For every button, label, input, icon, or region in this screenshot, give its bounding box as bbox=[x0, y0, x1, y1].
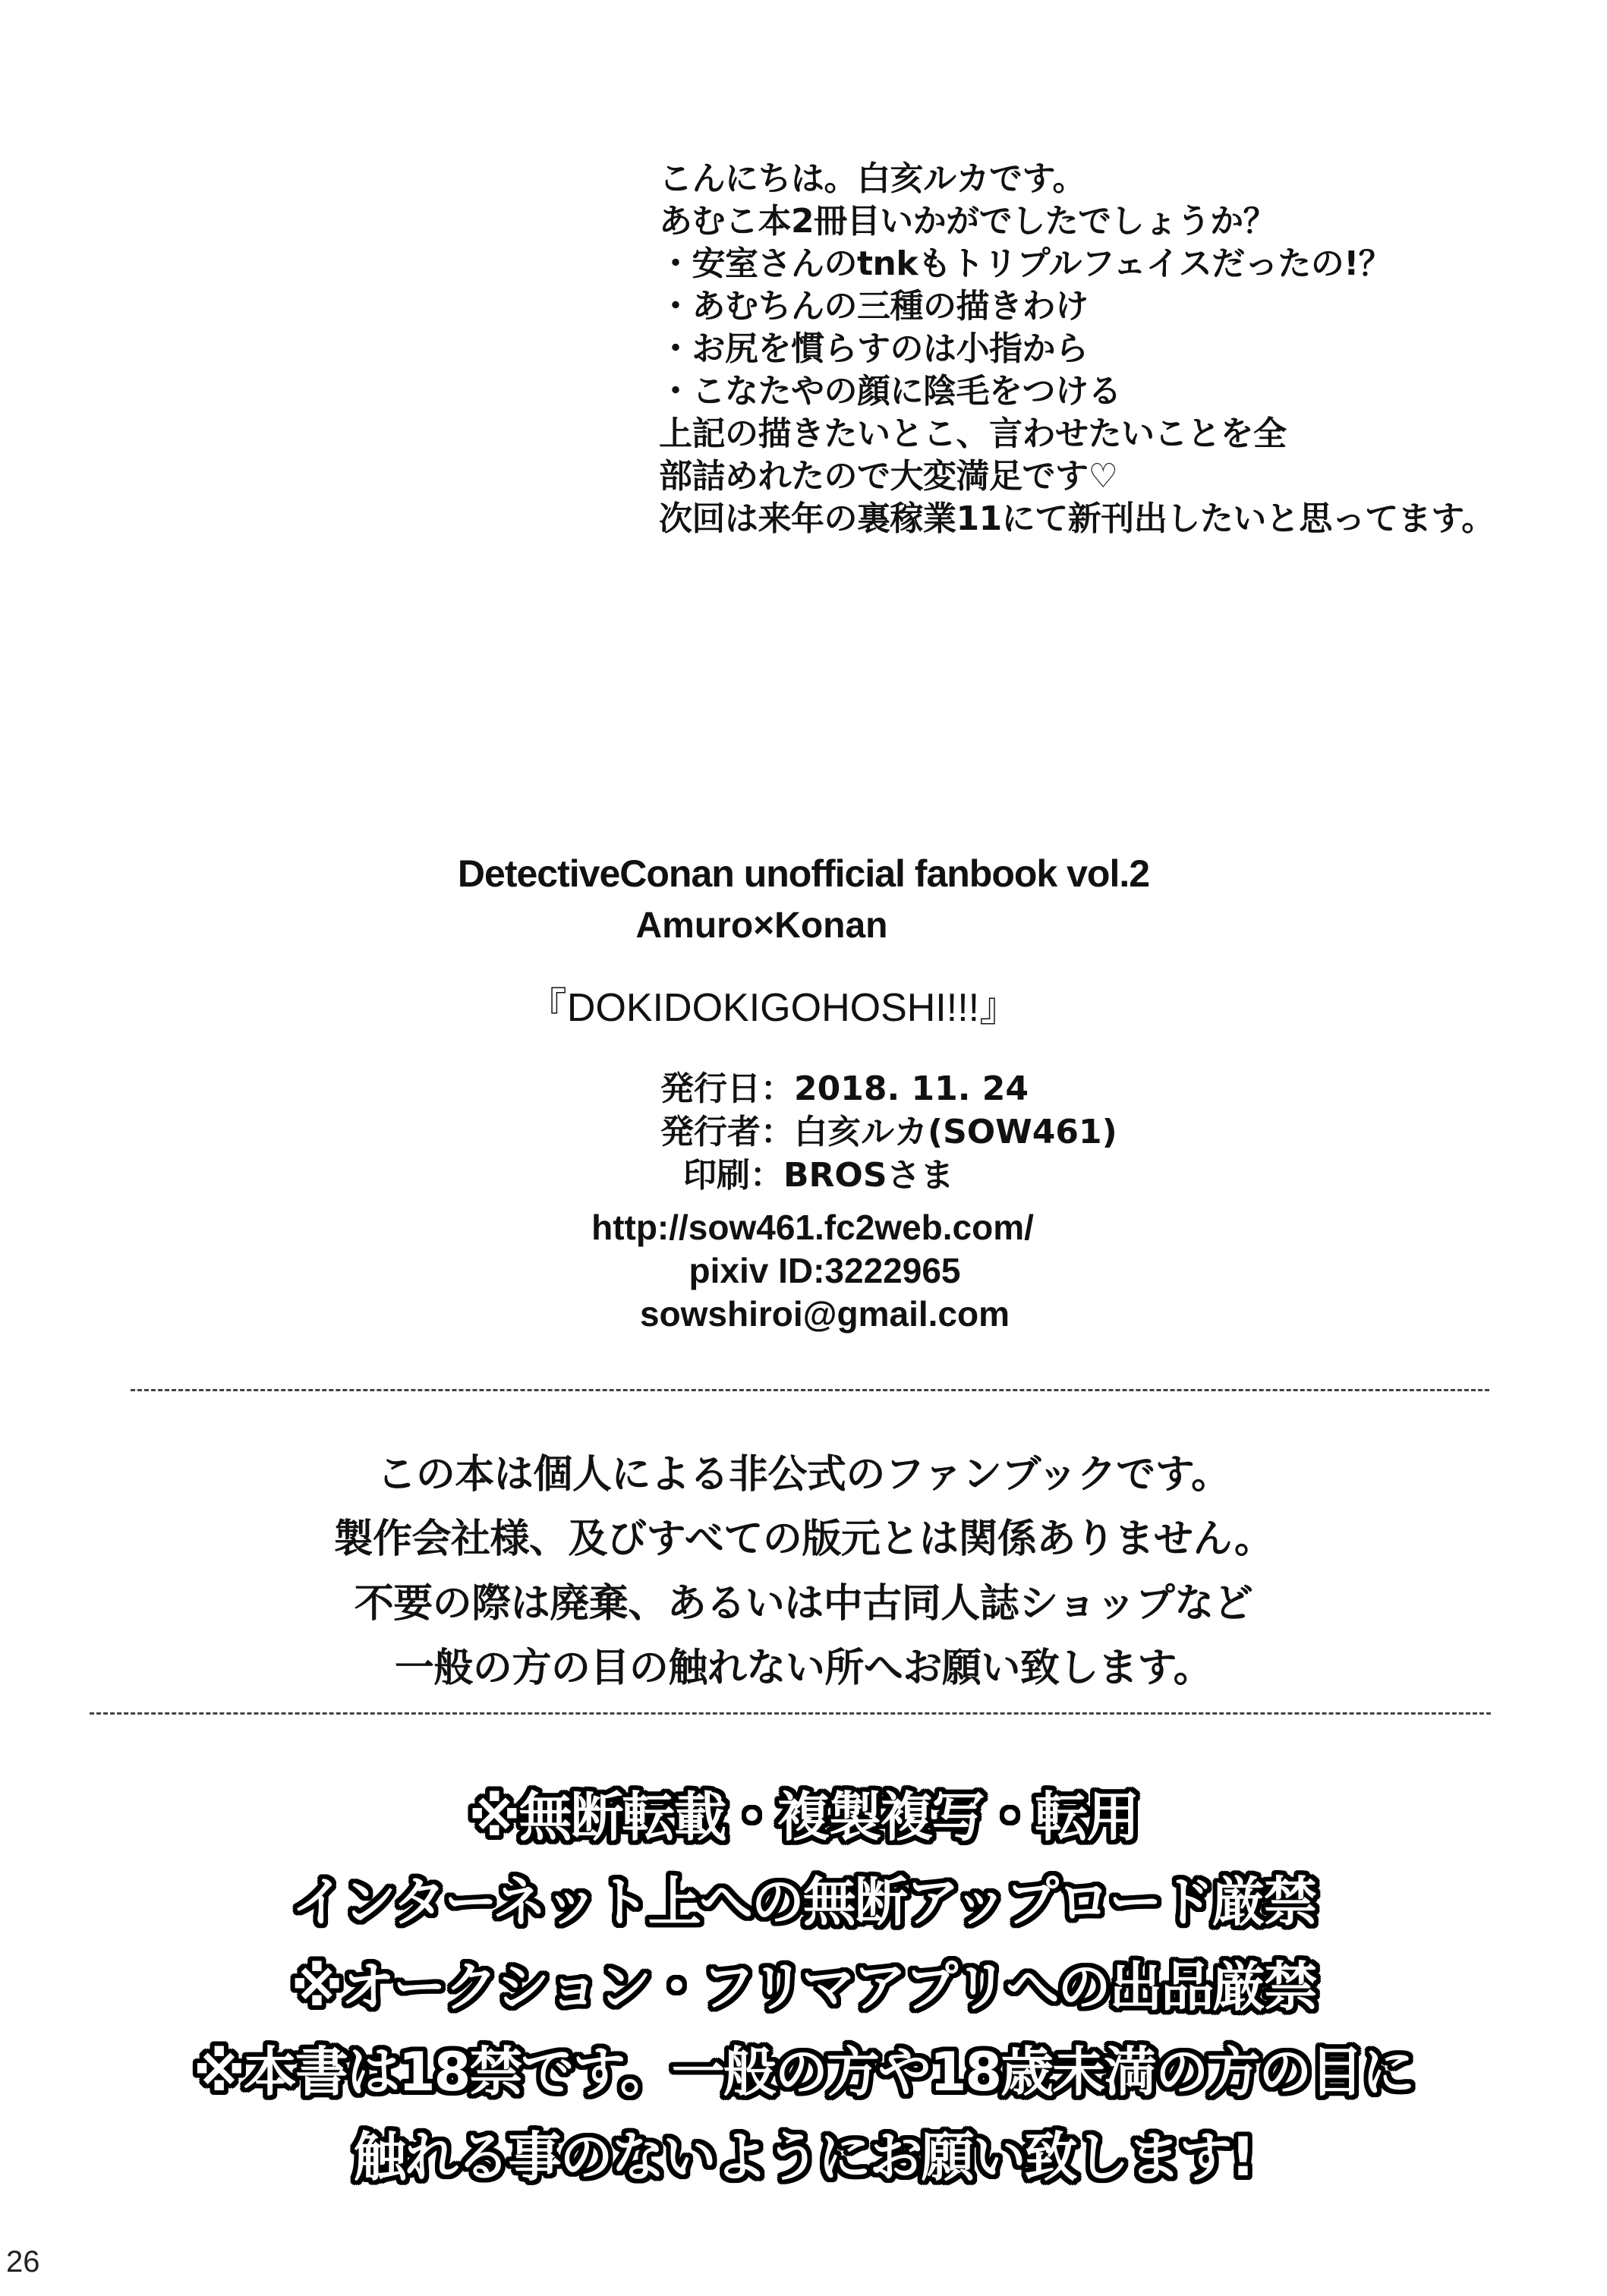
afterword-line: ・あむちんの三種の描きわけ bbox=[659, 287, 1089, 326]
afterword-line: ・お尻を慣らすのは小指から bbox=[659, 329, 1089, 368]
warning-line: ※オークション・フリマアプリへの出品厳禁 bbox=[291, 1956, 1316, 2018]
afterword-line: こんにちは。白亥ルカです。 bbox=[659, 159, 1086, 198]
printer: 印刷：BROSさま bbox=[683, 1156, 954, 1195]
afterword-line: あむこ本2冊目いかがでしたでしょうか？ bbox=[659, 202, 1277, 241]
publisher: 発行者：白亥ルカ(SOW461) bbox=[660, 1113, 1117, 1151]
publish-date: 発行日：2018. 11. 24 bbox=[660, 1069, 1029, 1108]
notice-line: この本は個人による非公式のファンブックです。 bbox=[377, 1452, 1230, 1498]
page-number: 26 bbox=[6, 2245, 40, 2279]
afterword bbox=[659, 158, 1570, 540]
notice-line: 製作会社様、及びすべての版元とは関係ありません。 bbox=[333, 1516, 1274, 1562]
warning-line: インターネット上への無断アップロード厳禁 bbox=[291, 1871, 1316, 1933]
book-title: 『DOKIDOKIGOHOSHI!!!』 bbox=[527, 986, 1019, 1030]
divider bbox=[90, 1712, 1491, 1715]
warning-line: 触れる事のないようにお願い致します! bbox=[353, 2126, 1254, 2188]
notice-line: 不要の際は廃棄、あるいは中古同人誌ショップなど bbox=[354, 1581, 1253, 1627]
pairing: Amuro×Konan bbox=[635, 905, 888, 946]
afterword-line: ・安室さんのtnkもトリプルフェイスだったの!？ bbox=[659, 244, 1392, 283]
series-title: DetectiveConan unofficial fanbook vol.2 bbox=[457, 852, 1150, 895]
email-address[interactable]: sowshiroi@gmail.com bbox=[639, 1294, 1010, 1334]
divider bbox=[131, 1389, 1489, 1391]
warning-line: ※本書は18禁です。一般の方や18歳未満の方の目に bbox=[193, 2041, 1414, 2103]
warning-line: ※無断転載・複製複写・転用 bbox=[468, 1786, 1139, 1848]
notice-line: 一般の方の目の触れない所へお願い致します。 bbox=[394, 1646, 1213, 1691]
pixiv-id: pixiv ID:3222965 bbox=[688, 1251, 961, 1290]
afterword-line: 次回は来年の裏稼業11にて新刊出したいと思ってます。 bbox=[659, 499, 1495, 538]
afterword-line: 部詰めれたので大変満足です♡ bbox=[659, 457, 1118, 496]
afterword-line: 上記の描きたいとこ、言わせたいことを全 bbox=[659, 414, 1287, 453]
website-link[interactable]: http://sow461.fc2web.com/ bbox=[591, 1208, 1034, 1247]
afterword-line: ・こなたやの顔に陰毛をつける bbox=[659, 372, 1121, 411]
